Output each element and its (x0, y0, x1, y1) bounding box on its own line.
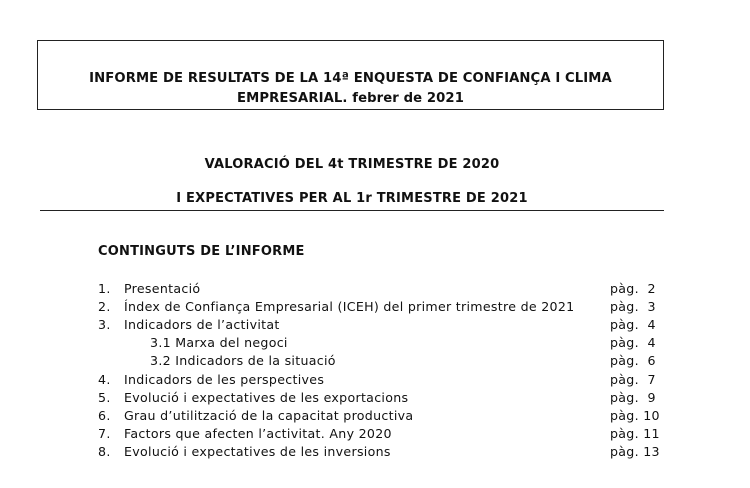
page-number: 4 (647, 335, 656, 350)
page-number: 4 (647, 317, 656, 332)
page-prefix: pàg. (610, 353, 639, 368)
toc-item-page (610, 425, 660, 443)
toc-item (98, 280, 660, 298)
page-number: 11 (643, 426, 660, 441)
toc-item-label: Indicadors de les perspectives (124, 372, 325, 387)
page-prefix: pàg. (610, 408, 639, 423)
toc-item-page (610, 371, 656, 389)
report-title-box (37, 40, 664, 110)
toc-item-number: 8. (98, 444, 111, 459)
report-title-line-1: INFORME DE RESULTATS DE LA 14ª ENQUESTA DE CONFIANÇA I CLIMA (89, 71, 612, 86)
page-prefix: pàg. (610, 426, 639, 441)
toc-item-page (610, 280, 656, 298)
page-number: 3 (647, 299, 656, 314)
toc-item-page (610, 334, 656, 352)
page-number: 7 (647, 372, 656, 387)
toc-item-number: 5. (98, 390, 111, 405)
toc-item (98, 389, 660, 407)
toc-item-page (610, 352, 656, 370)
toc-subitem-label: 3.1 Marxa del negoci (150, 335, 288, 350)
toc-item-page (610, 298, 656, 316)
page-number: 2 (647, 281, 656, 296)
page-number: 6 (647, 353, 656, 368)
page-number: 13 (643, 444, 660, 459)
toc-item-number: 6. (98, 408, 111, 423)
toc-item-label: Indicadors de l’activitat (124, 317, 280, 332)
page-number: 9 (647, 390, 656, 405)
toc-item-label: Evolució i expectatives de les inversions (124, 444, 391, 459)
toc-item (98, 298, 660, 316)
subtitle-expectations: I EXPECTATIVES PER AL 1r TRIMESTRE DE 2021 (176, 191, 528, 206)
subtitle-valuation: VALORACIÓ DEL 4t TRIMESTRE DE 2020 (204, 157, 500, 172)
toc-item (98, 425, 660, 443)
page-prefix: pàg. (610, 335, 639, 350)
toc-subitem-label: 3.2 Indicadors de la situació (150, 353, 336, 368)
toc-item (98, 371, 660, 389)
toc-item-number: 2. (98, 299, 111, 314)
toc-item-number: 4. (98, 372, 111, 387)
page-prefix: pàg. (610, 390, 639, 405)
toc-item-number: 1. (98, 281, 111, 296)
toc-item (98, 407, 660, 425)
toc-item-number: 3. (98, 317, 111, 332)
toc-item (98, 316, 660, 334)
toc-item-label: Factors que afecten l’activitat. Any 2020 (124, 426, 392, 441)
toc-item-page (610, 443, 660, 461)
toc-subitem (98, 352, 660, 370)
toc-item-label: Presentació (124, 281, 201, 296)
toc-item-page (610, 389, 656, 407)
contents-heading: CONTINGUTS DE L’INFORME (98, 244, 305, 259)
toc-subitem (98, 334, 660, 352)
toc-item-label: Índex de Confiança Empresarial (ICEH) del primer trimestre de 2021 (124, 299, 575, 314)
page-prefix: pàg. (610, 444, 639, 459)
report-title-line-2: EMPRESARIAL. febrer de 2021 (237, 91, 464, 106)
toc-item-label: Grau d’utilització de la capacitat productiva (124, 408, 414, 423)
toc-item (98, 443, 660, 461)
toc-item-page (610, 407, 660, 425)
page-prefix: pàg. (610, 317, 639, 332)
toc-item-number: 7. (98, 426, 111, 441)
page-prefix: pàg. (610, 372, 639, 387)
section-divider (40, 210, 664, 211)
toc-item-page (610, 316, 656, 334)
toc-item-label: Evolució i expectatives de les exportacions (124, 390, 409, 405)
page-number: 10 (643, 408, 660, 423)
page-prefix: pàg. (610, 281, 639, 296)
page-prefix: pàg. (610, 299, 639, 314)
